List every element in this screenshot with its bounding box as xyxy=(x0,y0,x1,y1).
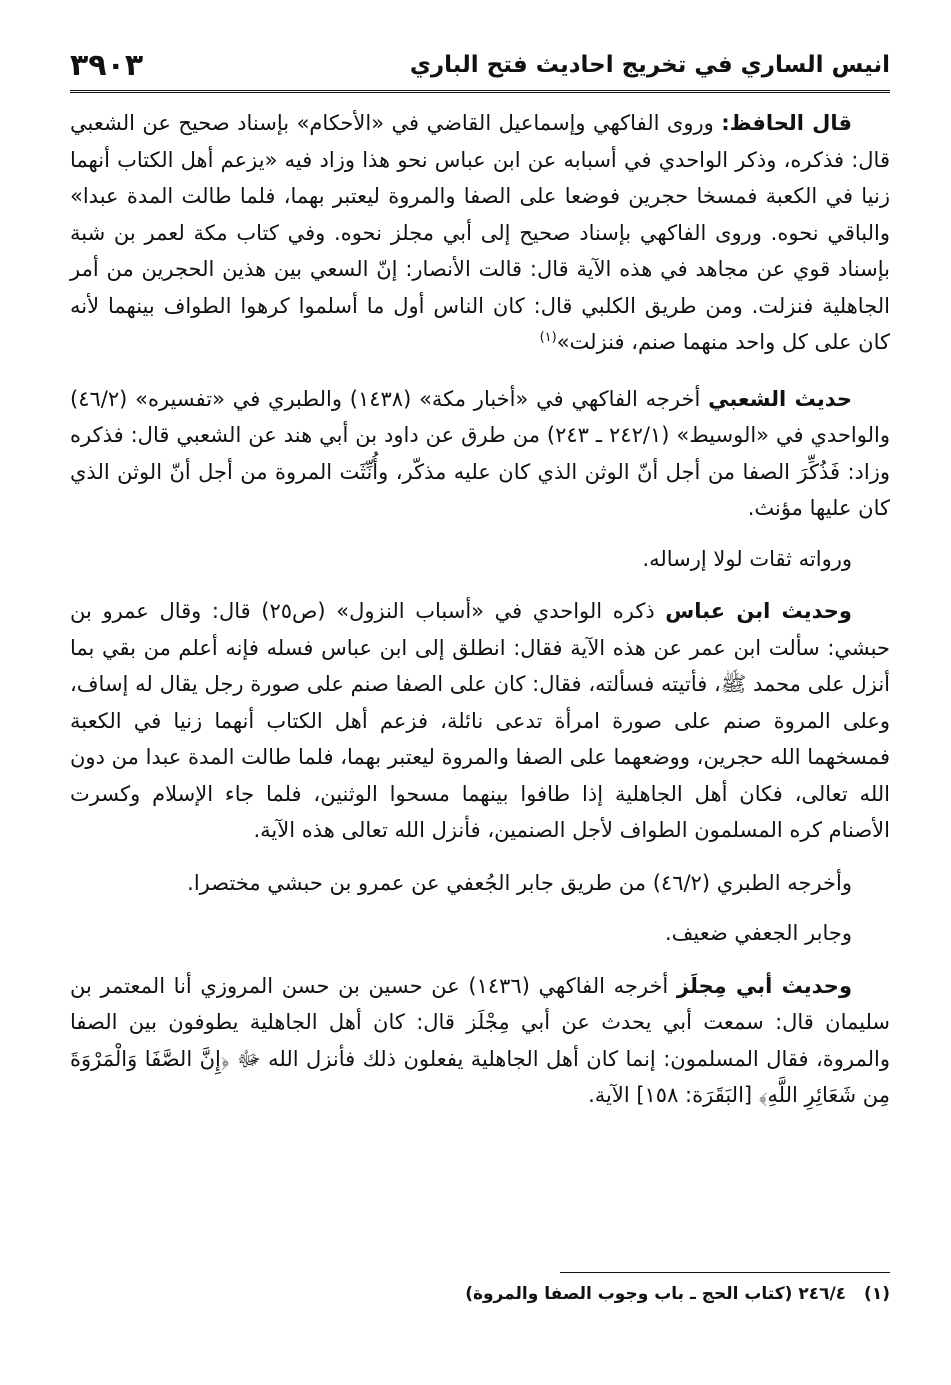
page-number: ٣٩٠٣ xyxy=(70,48,144,83)
paragraph-text: وروى الفاكهي وإسماعيل القاضي في «الأحكام» بإسناد صحيح عن الشعبي قال: فذكره، وذكر الواحدي في أسبابه عن ابن عباس نحو هذا وزاد فيه «يزعم أهل الكتاب أنهما زنيا في الكعبة فمسخا حجرين فوضعا على الصفا والمروة ليعتبر بهما، فلما طالت المدة عبدا» والباقي نحوه. وروى الفاكهي بإسناد صحيح إلى أبي مجلز نحوه. وفي كتاب مكة لعمر بن شبة بإسناد قوي عن مجاهد في هذه الآية قال: قالت الأنصار: إنّ السعي بين هذين الحجرين من أمر الجاهلية فنزلت. ومن طريق الكلبي قال: كان الناس أول ما أسلموا كرهوا الطواف بينهما لأنه كان على كل واحد منهما صنم، فنزلت» xyxy=(70,111,890,354)
paragraph-hafiz-quote xyxy=(70,105,890,361)
paragraph-lead: قال الحافظ: xyxy=(721,111,852,135)
paragraph-text: أخرجه الفاكهي (١٤٣٦) عن حسين بن حسن المروزي أنا المعتمر بن سليمان قال: سمعت أبي يحدث عن أبي مِجْلَز قال: كان أهل الجاهلية يطوفون بين الصفا والمروة، فقال المسلمون: إنما كان أهل الجاهلية يفعلون ذلك فأنزل الله ﷻ ﴿إِنَّ الصَّفَا وَالْمَرْوَةَ مِن شَعَائِرِ اللَّهِ﴾ [البَقَرَة: ١٥٨] الآية. xyxy=(70,973,890,1107)
paragraph-text: وأخرجه الطبري (٤٦/٢) من طريق جابر الجُعفي عن عمرو بن حبشي مختصرا. xyxy=(187,870,852,895)
main-text xyxy=(70,105,890,1114)
footnote-text: ٢٤٦/٤ (كتاب الحج ـ باب وجوب الصفا والمروة) xyxy=(465,1284,847,1304)
footnote xyxy=(465,1284,890,1304)
paragraph-shabi-hadith xyxy=(70,381,890,527)
paragraph-lead: حديث الشعبي xyxy=(708,386,852,411)
paragraph-abu-mijlaz-hadith xyxy=(70,968,890,1114)
paragraph-lead: وحديث أبي مِجلَز xyxy=(676,973,852,998)
paragraph-text: أخرجه الفاكهي في «أخبار مكة» (١٤٣٨) والطبري في «تفسيره» (٤٦/٢) والواحدي في «الوسيط» (٢٤٢/١ ـ ٢٤٣) من طرق عن داود بن أبي هند عن الشعبي قال: فذكره وزاد: فَذُكِّرَ الصفا من أجل أنّ الوثن الذي كان عليه مذكّر، وأُنِّثَت المروة من أجل أنّ الوثن الذي كان عليها مؤنث. xyxy=(70,386,890,520)
paragraph-jabir-weak xyxy=(70,915,890,952)
paragraph-lead: وحديث ابن عباس xyxy=(665,599,852,623)
footnote-divider xyxy=(560,1272,890,1273)
book-title: انيس الساري في تخريج احاديث فتح الباري xyxy=(409,52,890,78)
paragraph-text: وجابر الجعفي ضعيف. xyxy=(664,921,852,945)
book-page xyxy=(70,48,890,1368)
footnote-reference: (١) xyxy=(539,330,557,345)
paragraph-ibn-abbas-hadith xyxy=(70,593,890,849)
running-header xyxy=(70,48,890,93)
paragraph-narrators-note xyxy=(70,541,890,578)
footnote-number: (١) xyxy=(864,1284,890,1304)
paragraph-tabari-narration xyxy=(70,865,890,902)
paragraph-text: ورواته ثقات لولا إرساله. xyxy=(642,546,852,571)
paragraph-text: ذكره الواحدي في «أسباب النزول» (ص٢٥) قال: وقال عمرو بن حبشي: سألت ابن عمر عن هذه الآية فقال: انطلق إلى ابن عباس فسله فإنه أعلم من بقي بما أنزل على محمد ﷺ، فأتيته فسألته، فقال: كان على الصفا صنم على صورة رجل يقال له إساف، وعلى المروة صنم على صورة امرأة تدعى نائلة، فزعم أهل الكتاب أنهما زنيا في الكعبة فمسخهما الله حجرين، ووضعهما على الصفا والمروة ليعتبر بهما، فلما طالت المدة عبدا من دون الله تعالى، فكان أهل الجاهلية إذا طافوا بينهما مسحوا الوثنين، فلما جاء الإسلام وكسرت الأصنام كره المسلمون الطواف لأجل الصنمين، فأنزل الله تعالى هذه الآية. xyxy=(70,599,890,842)
